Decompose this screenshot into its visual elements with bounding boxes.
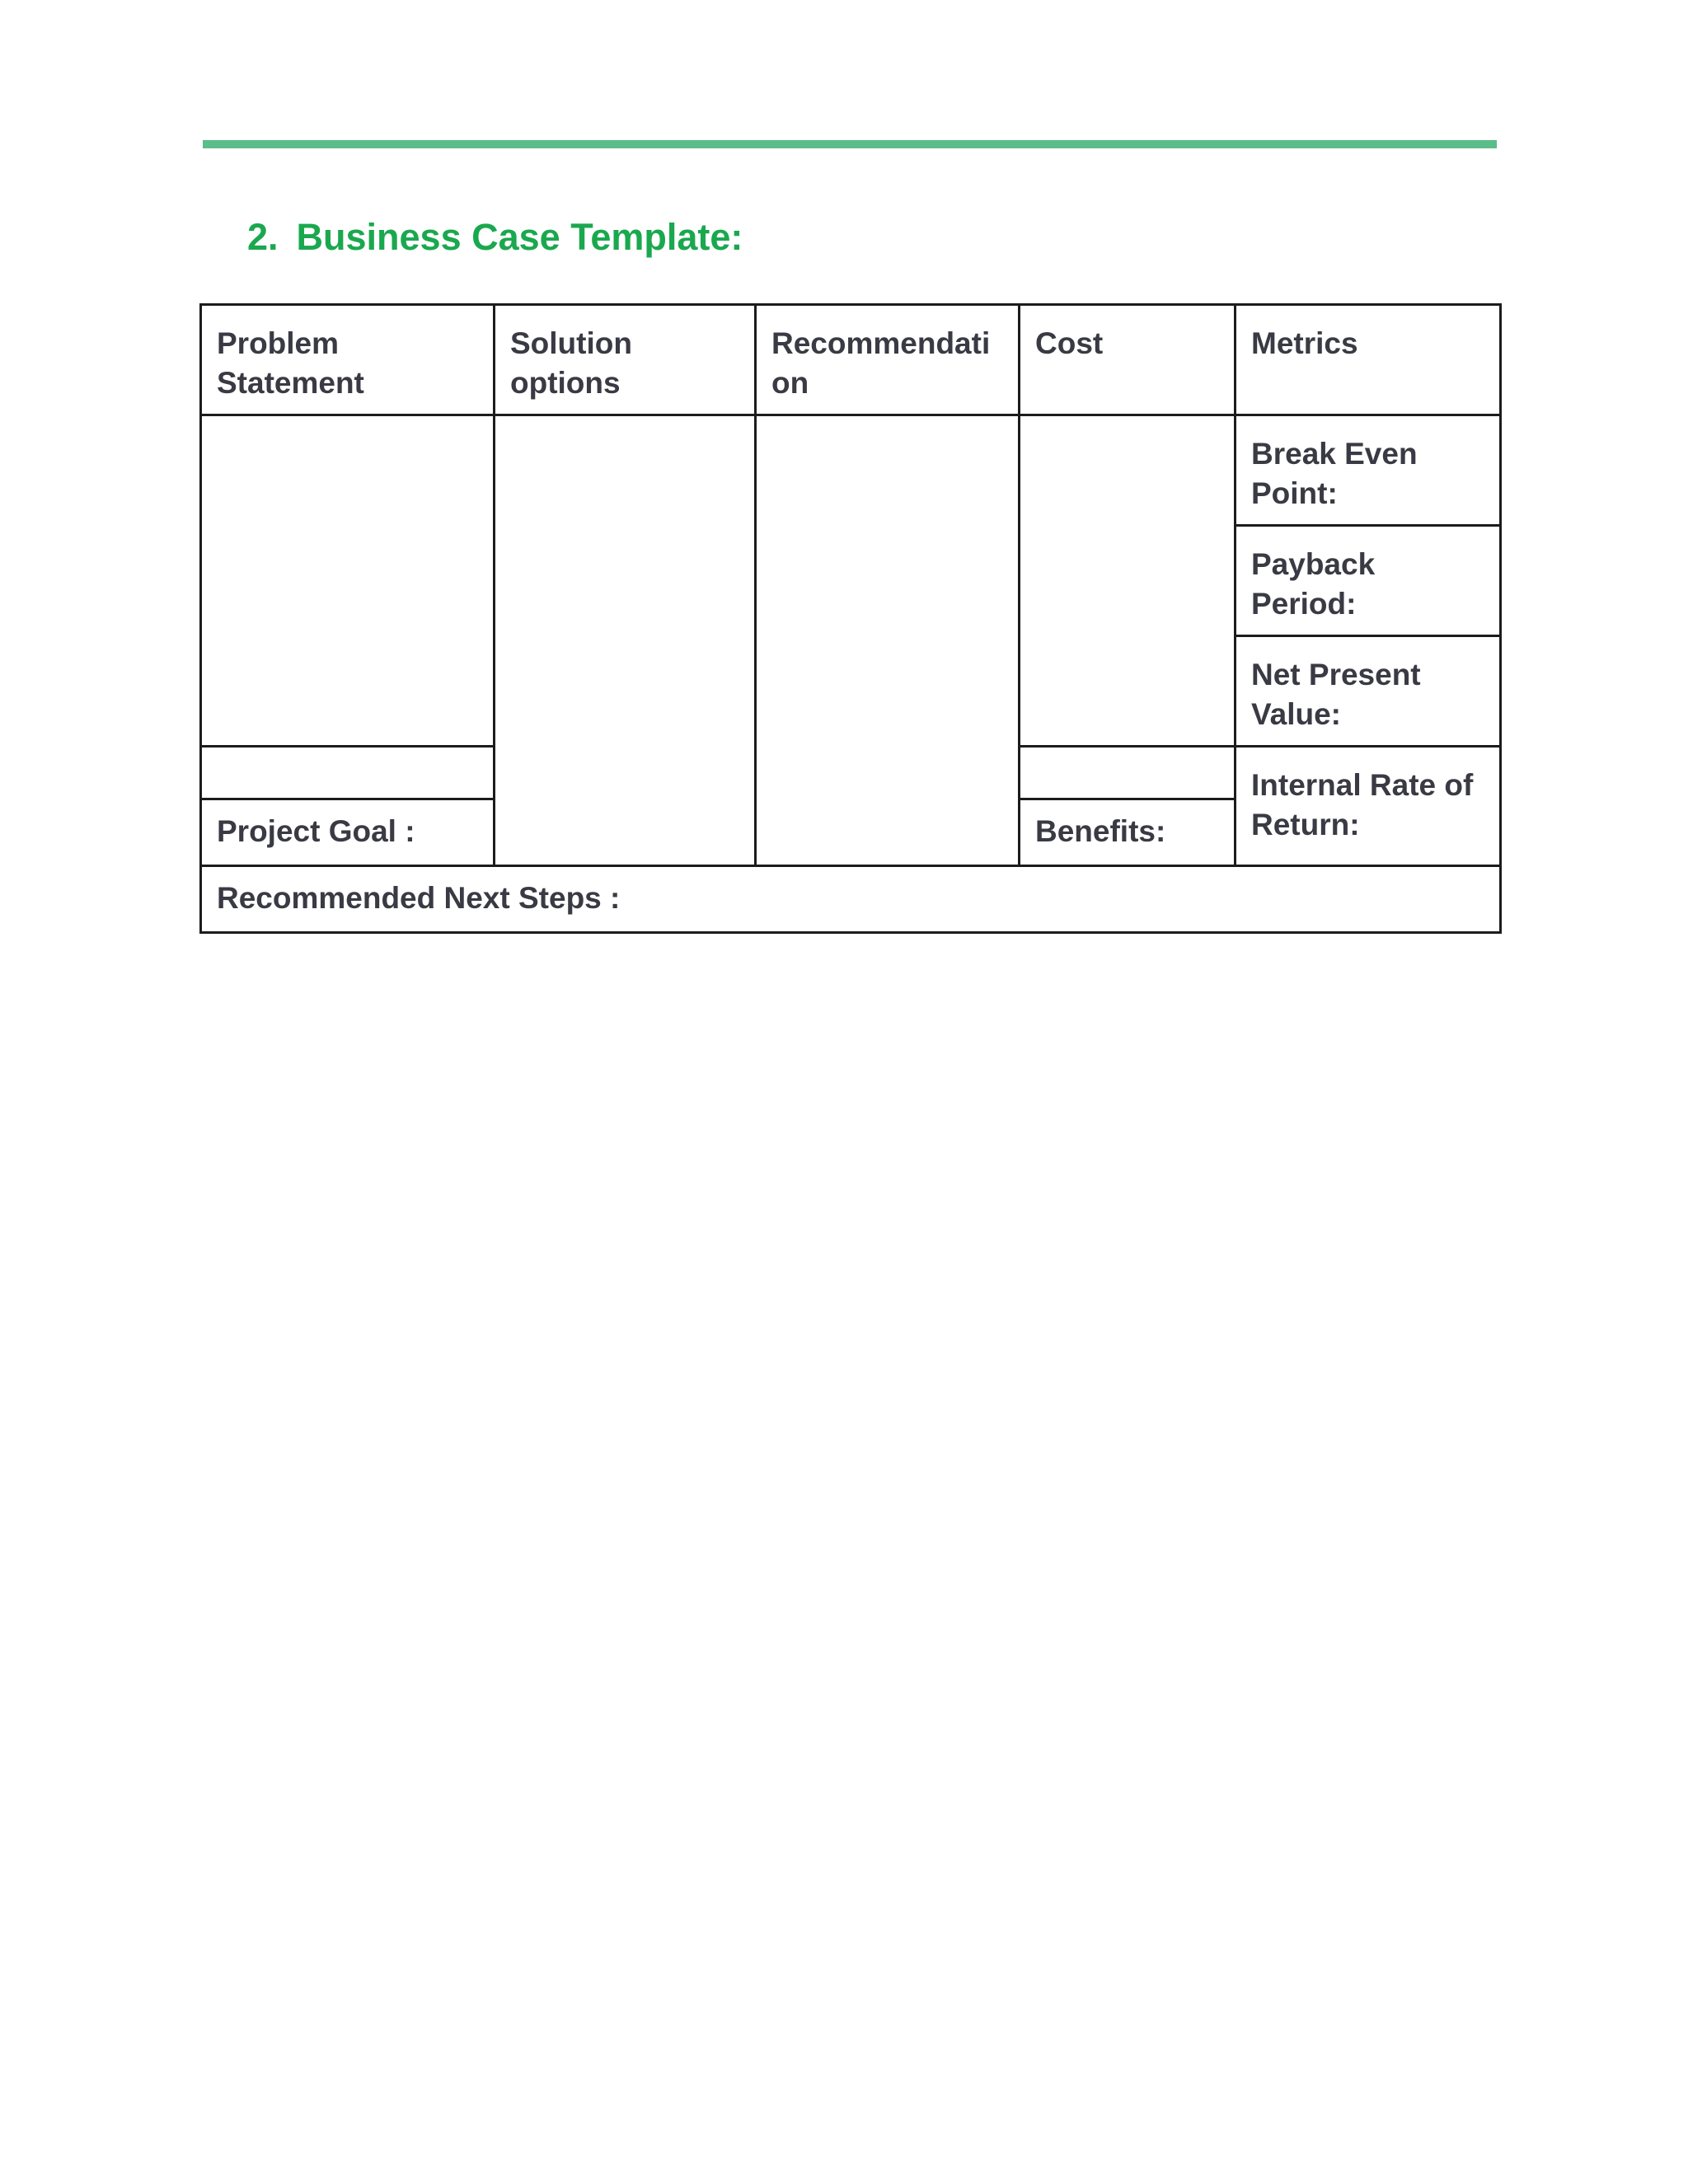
header-recommendation	[756, 305, 1020, 415]
table-row	[201, 415, 1501, 526]
problem-statement-cell[interactable]	[201, 415, 495, 747]
metric-net-present-value: Net Present Value:	[1236, 636, 1501, 747]
table-header-row	[201, 305, 1501, 415]
business-case-table	[199, 303, 1502, 934]
solution-options-cell[interactable]	[495, 415, 756, 866]
header-recommendation-label: Recommendation	[771, 326, 991, 400]
metric-internal-rate-of-return: Internal Rate of Return:	[1236, 747, 1501, 866]
problem-statement-cell-continued[interactable]	[201, 747, 495, 799]
table-row	[201, 866, 1501, 933]
top-divider-rule	[203, 140, 1497, 148]
metric-break-even: Break Even Point:	[1236, 415, 1501, 526]
section-number: 2.	[247, 216, 279, 258]
cost-cell-continued[interactable]	[1020, 747, 1236, 799]
project-goal-cell: Project Goal :	[201, 799, 495, 866]
recommended-next-steps-cell: Recommended Next Steps :	[201, 866, 1501, 933]
header-cost: Cost	[1020, 305, 1236, 415]
section-title: Business Case Template:	[296, 216, 743, 258]
page-title	[247, 213, 743, 262]
header-metrics: Metrics	[1236, 305, 1501, 415]
recommendation-cell[interactable]	[756, 415, 1020, 866]
metric-payback-period: Payback Period:	[1236, 526, 1501, 636]
header-problem-statement: Problem Statement	[201, 305, 495, 415]
cost-cell[interactable]	[1020, 415, 1236, 747]
header-solution-options: Solution options	[495, 305, 756, 415]
benefits-cell: Benefits:	[1020, 799, 1236, 866]
